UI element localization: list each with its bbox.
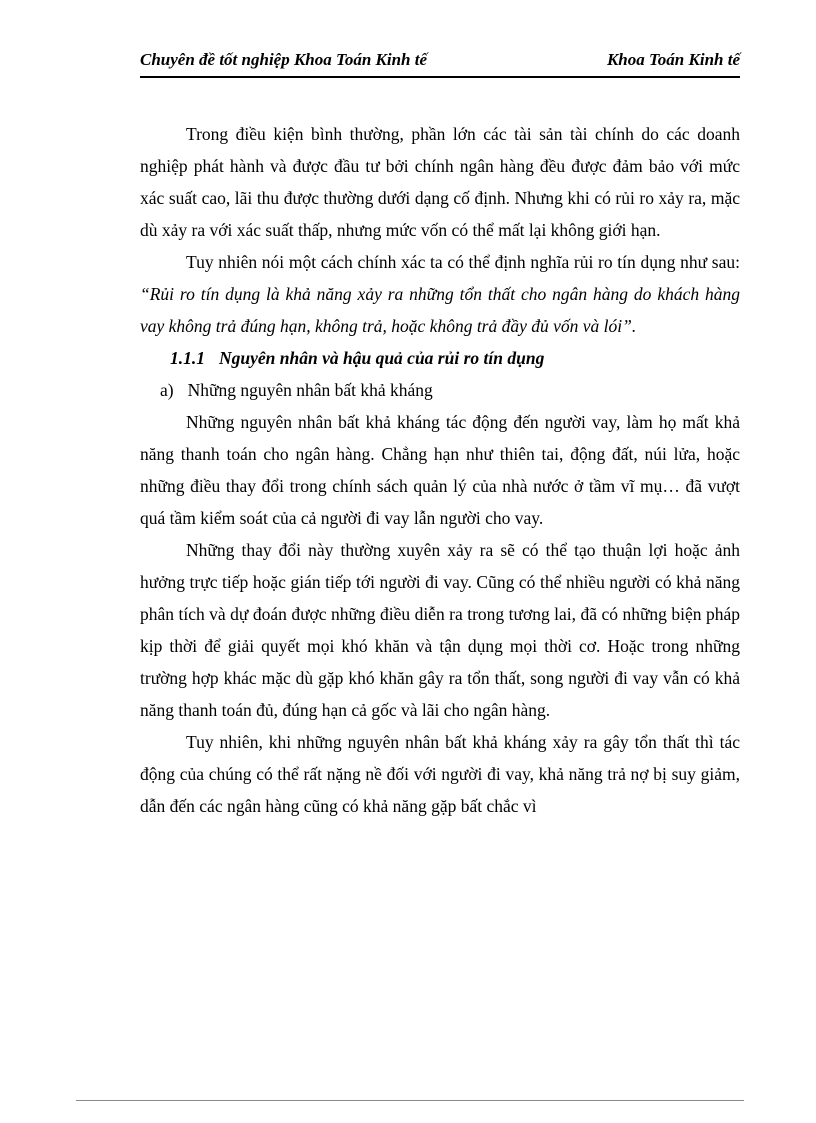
paragraph-3: Những nguyên nhân bất khả kháng tác động đến người vay, làm họ mất khả năng thanh toán cho ngân hàng. Chẳng hạn như thiên tai, động đất, núi lửa, hoặc những điều thay đổi trong chính sách quản lý của nhà nước ở tầm vĩ mụ… đã vượt quá tầm kiểm soát của cả người đi vay lẫn người cho vay. bbox=[140, 412, 740, 528]
list-item-a-marker: a) bbox=[160, 380, 174, 400]
document-body bbox=[140, 118, 740, 822]
footer-divider bbox=[76, 1100, 744, 1101]
header-left-title: Chuyên đề tốt nghiệp Khoa Toán Kinh tế bbox=[140, 50, 428, 69]
paragraph-2 bbox=[140, 246, 740, 342]
paragraph-2-lead: Tuy nhiên nói một cách chính xác ta có thể định nghĩa rủi ro tín dụng như sau: bbox=[186, 252, 740, 272]
section-heading-number: 1.1.1 bbox=[170, 348, 205, 368]
paragraph-5: Tuy nhiên, khi những nguyên nhân bất khả kháng xảy ra gây tổn thất thì tác động của chúng có thể rất nặng nề đối với người đi vay, khả năng trả nợ bị suy giảm, dẫn đến các ngân hàng cũng có khả năng gặp bất chắc vì bbox=[140, 732, 740, 816]
section-heading-1-1-1 bbox=[140, 342, 740, 374]
list-item-a-text: Những nguyên nhân bất khả kháng bbox=[187, 380, 433, 400]
header-right-title: Khoa Toán Kinh tế bbox=[606, 50, 740, 69]
paragraph-1: Trong điều kiện bình thường, phần lớn các tài sản tài chính do các doanh nghiệp phát hành và được đầu tư bởi chính ngân hàng đều được đảm bảo với mức xác suất cao, lãi thu được thường dưới dạng cố định. Nhưng khi có rủi ro xảy ra, mặc dù xảy ra với xác suất thấp, nhưng mức vốn có thể mất lại không giới hạn. bbox=[140, 124, 740, 240]
paragraph-4: Những thay đổi này thường xuyên xảy ra sẽ có thể tạo thuận lợi hoặc ảnh hưởng trực tiếp hoặc gián tiếp tới người đi vay. Cũng có thể nhiều người có khả năng phân tích và dự đoán được những điều diễn ra trong tương lai, đã có những biện pháp kịp thời để giải quyết mọi khó khăn và tận dụng mọi thời cơ. Hoặc trong những trường hợp khác mặc dù gặp khó khăn gây ra tổn thất, song người đi vay vẫn có khả năng thanh toán đủ, đúng hạn cả gốc và lãi cho ngân hàng. bbox=[140, 540, 740, 720]
section-heading-text: Nguyên nhân và hậu quả của rủi ro tín dụng bbox=[219, 348, 545, 368]
paragraph-2-quote: “Rủi ro tín dụng là khả năng xảy ra những tổn thất cho ngân hàng do khách hàng vay không trả đúng hạn, không trả, hoặc không trả đầy đủ vốn và lói”. bbox=[140, 284, 740, 336]
list-item-a bbox=[140, 374, 740, 406]
page-header bbox=[140, 50, 740, 78]
